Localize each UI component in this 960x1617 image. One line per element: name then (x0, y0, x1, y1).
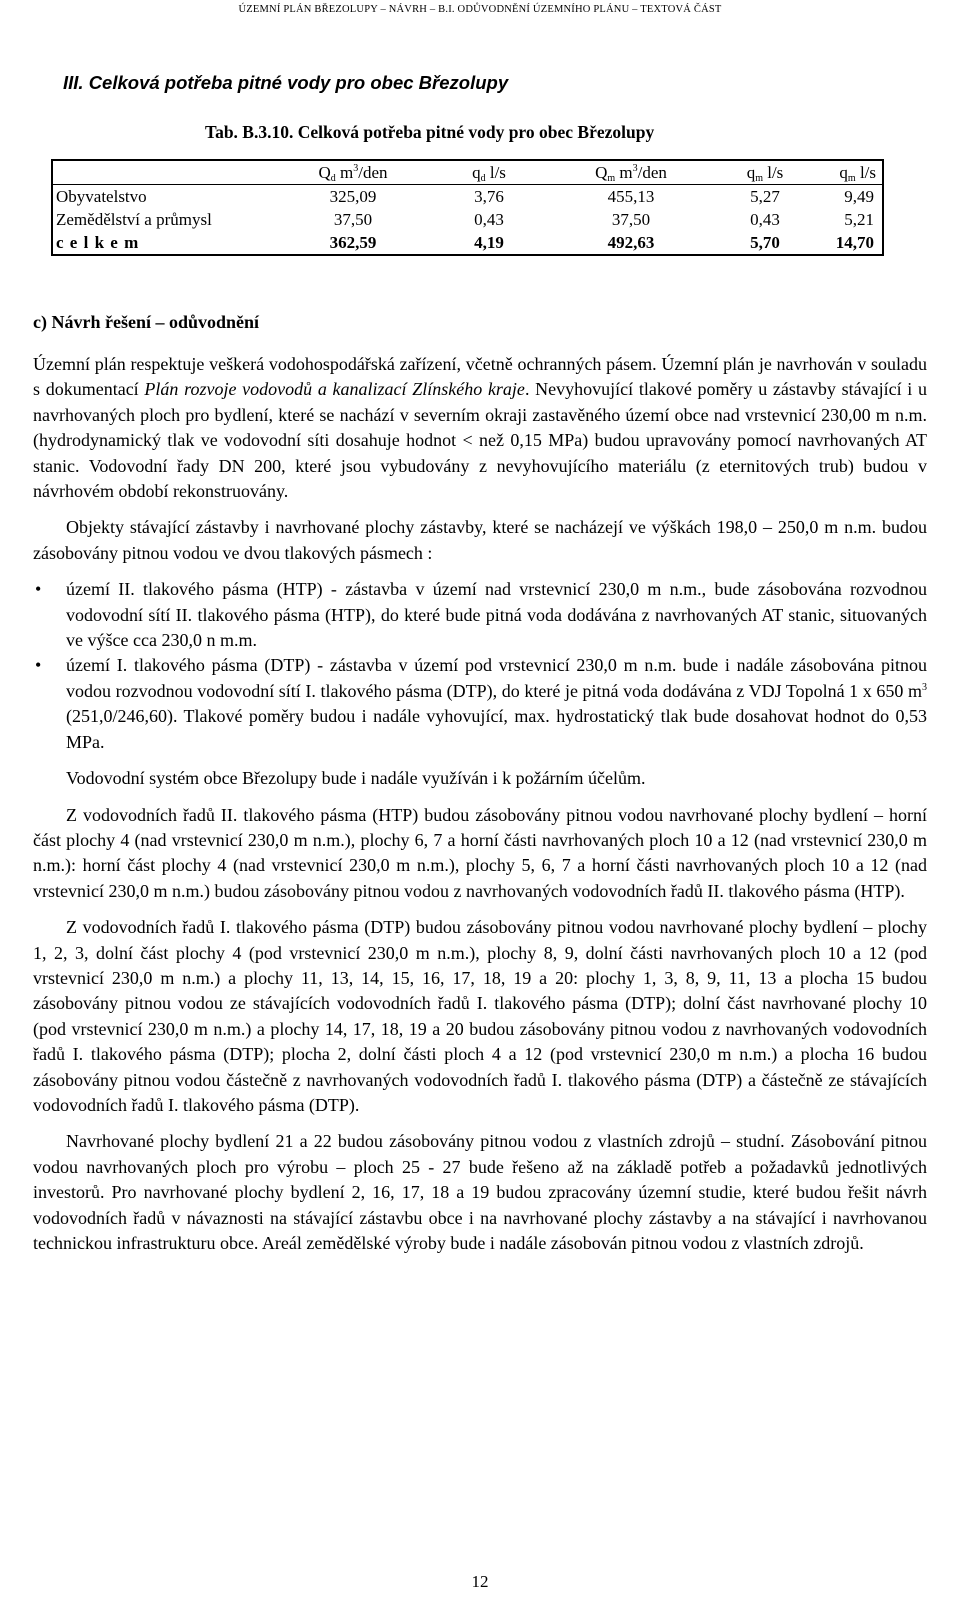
table-cell: 5,27 (750, 187, 780, 206)
section-title: III. Celková potřeba pitné vody pro obec Březolupy (63, 72, 509, 93)
page-number: 12 (471, 1572, 489, 1591)
header-qd-ls: $q_d$ l/s (422, 160, 556, 185)
table-cell: 3,76 (474, 187, 504, 206)
table-cell: 325,09 (329, 187, 377, 206)
paragraph: Z vodovodních řadů II. tlakového pásma (HTP) budou zásobovány pitnou vodou navrhované plochy bydlení – horní část plochy 4 (nad vrstevnicí 230,0 m n.m.), plochy 6, 7 a horní části navrhovaných ploch 10 a 12 (nad vrstevnicí 230,0 m n.m.): horní část plochy 4 (nad vrstevnicí 230,0 m n.m.), plochy 5, 6, 7 a horní části navrhovaných ploch 10 a 12 (nad vrstevnicí 230,0 m n.m.) budou zásobovány pitnou vodou z navrhovaných vodovodních řadů II. tlakového pásma (HTP). (33, 804, 927, 901)
bullet-list (33, 577, 927, 755)
bullet-icon: • (35, 655, 42, 676)
header-empty-cell (52, 160, 284, 185)
table-cell: 0,43 (474, 210, 504, 229)
table-cell: 455,13 (607, 187, 655, 206)
header-qh-ls: $q_m$ l/s (824, 160, 883, 185)
table-caption: Tab. B.3.10. Celková potřeba pitné vody pro obec Březolupy (205, 122, 655, 142)
paragraph: Vodovodní systém obce Březolupy bude i nadále využíván i k požárním účelům. (66, 768, 646, 789)
water-demand-table (51, 159, 884, 256)
list-item: • území I. tlakového pásma (DTP) - zástavba v území pod vrstevnicí 230,0 m n.m. bude i nadále zásobována pitnou vodou rozvodnou vodovodní sítí I. tlakového pásma (DTP), do které je pitná voda dodávána z VDJ Topolná 1 x 650 $m^3$ (251,0/246,60). Tlakové poměry budou i nadále vyhovující, max. hydrostatický tlak bude dosahovat hodnot do 0,53 MPa. (35, 655, 927, 752)
table-total-row (52, 231, 883, 255)
table-cell: 37,50 (333, 210, 373, 229)
header-qd-m3-den: $Q_d$ $m^3$/den (284, 160, 422, 185)
paragraph: Z vodovodních řadů I. tlakového pásma (DTP) budou zásobovány pitnou vodou navrhované plochy bydlení – plochy 1, 2, 3, dolní část plochy 4 (pod vrstevnicí 230,0 m n.m.), plochy 8, 9, dolní části navrhovaných ploch 10 a 12 (pod vrstevnicí 230,0 m n.m.) a plochy 11, 13, 14, 15, 16, 17, 18, 19 a 20: plochy 1, 3, 8, 9, 11, 13 a plocha 15 budou zásobovány pitnou vodou ze stávajících vodovodních řadů I. tlakového pásma (DTP); dolní část navrhované plochy 10 (pod vrstevnicí 230,0 m n.m.) a plochy 14, 17, 18, 19 a 20 budou zásobovány pitnou vodou z navrhovaných vodovodních řadů I. tlakového pásma (DTP); plocha 2, dolní části ploch 4 a 12 (pod vrstevnicí 230,0 m n.m.) a plocha 16 budou zásobovány pitnou vodou částečně z navrhovaných vodovodních řadů I. tlakového pásma (DTP) a částečně ze stávajících vodovodních řadů I. tlakového pásma (DTP). (33, 917, 927, 1115)
header-qm-ls: $q_m$ l/s (706, 160, 824, 185)
running-header: ÚZEMNÍ PLÁN BŘEZOLUPY – NÁVRH – B.I. ODŮVODNĚNÍ ÚZEMNÍHO PLÁNU – TEXTOVÁ ČÁST (238, 4, 722, 15)
table-row (52, 208, 883, 231)
body-text (33, 352, 927, 1256)
paragraph: Objekty stávající zástavby i navrhované plochy zástavby, které se nacházejí ve výškách 198,0 – 250,0 m n.m. budou zásobovány pitnou vodou ve dvou tlakových pásmech : (33, 517, 927, 563)
row-label: Zemědělství a průmysl (56, 210, 212, 229)
table-cell: 362,59 (329, 233, 377, 252)
table-cell: 37,50 (611, 210, 651, 229)
table-cell: 14,70 (835, 233, 874, 252)
table-cell: 4,19 (474, 233, 504, 252)
table-header-row (52, 160, 883, 185)
row-label: c e l k e m (56, 233, 140, 252)
table-cell: 0,43 (750, 210, 780, 229)
table-cell: 9,49 (844, 187, 874, 206)
list-item: • území II. tlakového pásma (HTP) - zástavba v území nad vrstevnicí 230,0 m n.m., bude zásobována rozvodnou vodovodní sítí II. tlakového pásma (HTP), do které bude pitná voda dodávána z navrhovaných AT stanic, situovaných ve výšce cca 230,0 n m.m. (35, 579, 927, 651)
row-label: Obyvatelstvo (56, 187, 147, 206)
table-cell: 492,63 (607, 233, 655, 252)
subheading: c) Návrh řešení – odůvodnění (33, 312, 260, 332)
table-cell: 5,70 (750, 233, 780, 252)
bullet-icon: • (35, 579, 42, 600)
paragraph: Územní plán respektuje veškerá vodohospodářská zařízení, včetně ochranných pásem. Územní plán je navrhován v souladu s dokumentací Plán rozvoje vodovodů a kanalizací Zlínského kraje. Nevyhovující tlakové poměry u zástavby stávající i u navrhovaných ploch pro bydlení, které se nachází v severním okraji zastavěného území obce nad vrstevnicí 230,00 m n.m. (hydrodynamický tlak ve vodovodní síti dosahuje hodnot < než 0,15 MPa) budou upravovány pomocí navrhovaných AT stanic. Vodovodní řady DN 200, které jsou vybudovány z nevyhovujícího materiálu (z eternitových trub) budou v návrhovém období rekonstruovány. (33, 354, 928, 502)
paragraph: Navrhované plochy bydlení 21 a 22 budou zásobovány pitnou vodou z vlastních zdrojů – studní. Zásobování pitnou vodou navrhovaných ploch pro výrobu – ploch 25 - 27 bude řešeno až na základě potřeb a požadavků jednotlivých investorů. Pro navrhované plochy bydlení 2, 16, 17, 18 a 19 budou zpracovány územní studie, které budou řešit návrh vodovodních řadů v návaznosti na stávající zástavbu obce i na navrhované plochy zástavby a na stávající i navrhovanou technickou infrastrukturu obce. Areál zemědělské výroby bude i nadále zásobován pitnou vodou z vlastních zdrojů. (33, 1131, 927, 1253)
table-cell: 5,21 (844, 210, 874, 229)
table-row (52, 185, 883, 209)
header-qm-m3-den: $Q_m$ $m^3$/den (556, 160, 706, 185)
